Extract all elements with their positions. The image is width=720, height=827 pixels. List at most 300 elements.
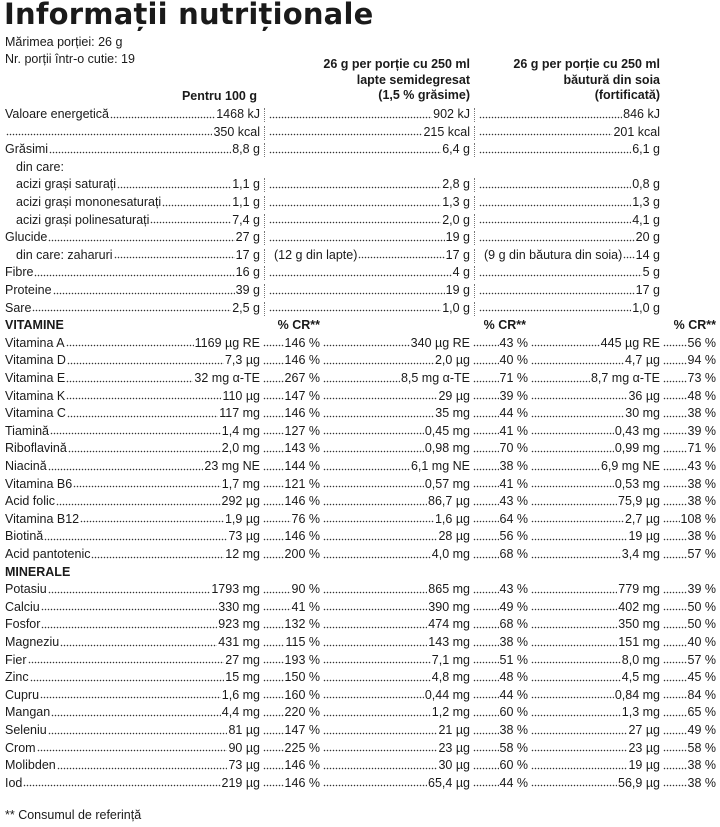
column-header-per-100g [182,89,257,105]
cr-cell [472,405,528,423]
milk-cell [322,370,470,388]
milk-header-line1: 26 g per porție cu 250 ml [323,57,470,71]
cr-cell [262,476,320,494]
milk-cell [322,511,470,529]
dot-leader [663,714,687,717]
value-milk: 86,7 µg [428,494,470,509]
dot-leader [473,362,499,365]
nutrient-cell [5,176,260,194]
cr-cell [262,740,320,758]
cr-soy: 84 % [687,687,716,702]
cr-per-100g: 225 % [284,740,320,755]
dot-leader [663,626,687,629]
dot-leader [531,732,627,735]
dot-leader [473,626,499,629]
dot-leader [323,626,427,629]
cr-per-100g: 146 % [284,529,320,544]
cr-soy: 94 % [687,353,716,368]
dot-leader [269,116,432,119]
value-soy: 19 µg [628,758,660,773]
column-separator [264,231,265,245]
dot-leader [73,485,221,488]
nutrient-label: Sare [5,300,32,315]
table-row [0,300,720,318]
dot-leader [473,450,499,453]
nutrient-label: Vitamina K [5,388,66,403]
table-row [0,388,720,406]
dot-leader [269,186,441,189]
cr-soy: 38 % [687,406,716,421]
nutrient-cell [5,212,260,230]
dot-leader [117,186,231,189]
section-minerals [0,564,720,582]
dot-leader [358,256,444,259]
milk-cell [322,581,470,599]
value-milk: 390 mg [428,599,470,614]
column-separator [474,249,475,263]
dot-leader [479,292,635,295]
value-per-100g: 17 g [235,247,260,262]
cr-cell [662,546,716,564]
dot-leader [323,503,427,506]
nutrient-cell [5,370,260,388]
dot-leader [323,749,437,752]
value-per-100g: 117 mg [219,406,260,421]
dot-leader [479,221,631,224]
dot-leader [473,644,499,647]
dot-leader [263,415,284,418]
nutrient-label: din care: [16,159,64,174]
cr-cell [472,599,528,617]
value-soy: 19 µg [628,529,660,544]
soy-cell [530,458,660,476]
cr-milk: 58 % [499,740,528,755]
milk-cell [322,687,470,705]
nutrient-label: acizi grași mononesaturați [16,195,162,209]
column-header-milk [323,57,470,104]
nutrient-cell [5,423,260,441]
nutrient-label: Molibden [5,758,56,773]
cr-soy: 39 % [687,582,716,597]
value-soy: 402 mg [618,599,660,614]
table-row [0,511,720,529]
cr-cell [262,423,320,441]
dot-leader [263,397,284,400]
column-separator [474,266,475,280]
milk-cell [268,229,470,247]
value-milk: 865 mg [428,582,470,597]
value-milk: 30 µg [438,758,470,773]
soy-cell [530,546,660,564]
table-row [0,176,720,194]
value-milk: 4 g [452,265,470,280]
cr-soy: 38 % [687,775,716,790]
value-per-100g: 27 mg [225,652,260,667]
table-row [0,212,720,230]
nutrient-cell [5,528,260,546]
column-separator [474,196,475,210]
cr-milk: 43 % [499,335,528,350]
value-per-100g: 15 mg [225,670,260,685]
cr-soy: 71 % [687,441,716,456]
nutrient-cell [5,775,260,793]
nutrient-cell [5,634,260,652]
value-soy: 2,7 µg [624,511,660,526]
dot-leader [531,556,621,559]
dot-leader [323,679,431,682]
cr-per-100g: 76 % [291,511,320,526]
dot-leader [663,344,687,347]
dot-leader [531,749,627,752]
nutrient-label: Proteine [5,283,52,297]
milk-cell [322,775,470,793]
cr-milk: 44 % [499,687,528,702]
cr-cell [262,493,320,511]
cr-milk: 38 % [499,723,528,737]
cr-cell [262,458,320,476]
dot-leader [473,696,499,699]
milk-cell [322,616,470,634]
table-row [0,352,720,370]
value-soy: 1,3 mg [621,705,660,720]
cr-milk: 64 % [499,511,528,526]
column-separator [474,126,475,140]
milk-cell [268,194,470,212]
dot-leader [473,714,499,717]
table-row [0,335,720,353]
nutrient-cell [5,722,260,740]
value-per-100g: 2,0 mg [221,441,260,456]
cr-cell [662,528,716,546]
table-row [0,141,720,159]
cr-per-100g: 143 % [284,441,320,456]
cr-cell [472,581,528,599]
dot-leader [479,186,631,189]
cr-per-100g: 115 % [285,635,320,649]
cr-cell [472,757,528,775]
value-per-100g: 219 µg [221,775,260,790]
value-milk: 19 g [445,283,470,297]
value-milk: 2,0 g [442,212,470,227]
table-row [0,124,720,142]
dot-leader [531,679,621,682]
soy-cell [530,335,660,353]
cr-soy: 38 % [687,758,716,773]
dot-leader [479,133,612,136]
nutrient-cell [5,405,260,423]
value-soy: 4,1 g [632,212,660,227]
table-row [0,264,720,282]
soy-cell [530,634,660,652]
milk-cell [322,757,470,775]
dot-leader [479,239,635,242]
dot-leader [34,274,234,277]
dot-leader [162,204,231,207]
dot-leader [323,538,437,541]
dot-leader [263,485,284,488]
milk-cell [322,634,470,652]
nutrient-label: Calciu [5,599,40,614]
nutrient-label: Acid pantotenic [5,547,91,561]
milk-cell [268,300,470,318]
cr-soy: 48 % [687,388,716,403]
column-header-per-100g-text: Pentru 100 g [181,89,257,103]
column-separator [474,108,475,122]
dot-leader [40,696,221,699]
dot-leader [531,397,627,400]
dot-leader [269,309,441,312]
nutrient-label: Glucide [5,230,48,245]
cr-header-milk: % CR** [483,318,526,333]
soy-cell [530,669,660,687]
cr-cell [662,722,716,740]
dot-leader [80,520,224,523]
value-soy: 0,84 mg [614,687,660,702]
dot-leader [531,380,590,383]
value-milk: 28 µg [438,529,470,544]
nutrient-cell [5,599,260,617]
column-separator [474,143,475,157]
column-separator [264,266,265,280]
dot-leader [44,538,227,541]
value-soy: 0,43 mg [614,423,660,438]
value-milk: 1,6 µg [434,511,470,526]
dot-leader [479,309,631,312]
column-separator [264,108,265,122]
soy-cell [478,229,660,247]
dot-leader [473,784,499,787]
table-row [0,528,720,546]
value-milk: 143 mg [428,635,470,649]
milk-cell [268,176,470,194]
dot-leader [473,344,499,347]
dot-leader [323,591,427,594]
cr-cell [662,775,716,793]
table-row [0,247,720,265]
dot-leader [663,784,687,787]
cr-per-100g: 193 % [284,652,320,667]
nutrient-label: Fier [5,652,27,667]
dot-leader [57,767,228,770]
soy-cell [478,124,660,142]
soy-cell [478,141,660,159]
cr-cell [662,476,716,494]
value-soy: 4,5 mg [621,670,660,685]
nutrient-label: Fosfor [5,617,41,632]
table-row [0,687,720,705]
cr-soy: 50 % [687,599,716,614]
table-row [0,634,720,652]
dot-leader [263,344,284,347]
dot-leader [150,221,231,224]
dot-leader [663,415,687,418]
value-per-100g: 1793 mg [211,582,260,597]
dot-leader [32,309,231,312]
column-separator [264,284,265,298]
value-milk: 65,4 µg [428,775,470,790]
milk-cell [322,352,470,370]
value-per-100g: 7,3 µg [224,353,260,368]
value-per-100g: 431 mg [218,635,260,649]
dot-leader [269,292,445,295]
dot-leader [663,644,687,647]
servings-per-box: Nr. porții într-o cutie: 19 [5,52,135,66]
nutrient-cell [5,264,260,282]
soy-cell [530,616,660,634]
value-soy: 17 g [635,283,660,297]
nutrient-label: Vitamina D [5,353,66,368]
cr-per-100g: 41 % [291,599,320,614]
value-per-100g: 1169 µg RE [194,335,260,350]
nutrient-cell [5,704,260,722]
cr-milk: 40 % [499,353,528,368]
cr-per-100g: 267 % [284,371,320,385]
dot-leader [479,116,622,119]
section-title: VITAMINE [5,318,64,333]
value-soy: 0,99 mg [614,441,660,456]
nutrient-cell [5,493,260,511]
cr-milk: 38 % [499,635,528,649]
cr-milk: 49 % [499,599,528,614]
value-per-100g: 2,5 g [232,300,260,315]
value-per-100g: 1,1 g [232,177,260,192]
nutrient-cell [5,229,260,247]
dot-leader [323,415,434,418]
dot-leader [473,397,499,400]
value-soy: 6,1 g [632,142,660,157]
nutrient-cell [5,669,260,687]
cr-milk: 60 % [499,705,528,720]
dot-leader [323,344,410,347]
dot-leader [48,732,228,735]
soy-cell [478,212,660,230]
cr-cell [472,546,528,564]
cr-soy: 38 % [687,494,716,509]
dot-leader [531,415,624,418]
milk-cell [322,722,470,740]
table-row [0,440,720,458]
dot-leader [663,608,687,611]
dot-leader [263,591,291,594]
soy-cell [530,740,660,758]
cr-cell [662,440,716,458]
cr-soy: 45 % [687,670,716,685]
cr-cell [472,388,528,406]
dot-leader [263,520,291,523]
value-milk: 215 kcal [423,124,470,139]
column-separator [264,214,265,228]
soy-cell [530,440,660,458]
dot-leader [531,661,621,664]
cr-header-per-100g: % CR** [277,318,320,333]
nutrient-cell [5,388,260,406]
table-row [0,669,720,687]
milk-cell [322,476,470,494]
nutrient-cell [5,476,260,494]
table-row [0,704,720,722]
value-soy: 3,4 mg [621,547,660,561]
cr-milk: 43 % [499,494,528,509]
table-row [0,194,720,212]
soy-cell [478,194,660,212]
dot-leader [531,520,624,523]
cr-milk: 38 % [499,459,528,473]
dot-leader [263,503,284,506]
value-soy: 350 mg [618,617,660,632]
cr-cell [472,423,528,441]
dot-leader [37,749,228,752]
cr-soy: 73 % [687,371,716,385]
cr-cell [662,458,716,476]
cr-cell [662,388,716,406]
nutrient-cell [5,740,260,758]
value-soy: 779 mg [618,582,660,597]
cr-milk: 41 % [499,476,528,491]
dot-leader [473,485,499,488]
table-row [0,106,720,124]
dot-leader [28,661,225,664]
dot-leader [67,415,218,418]
dot-leader [531,485,614,488]
milk-cell [268,106,470,124]
dot-leader [30,679,225,682]
soy-header-line1: 26 g per porție cu 250 ml [513,57,660,71]
table-row [0,370,720,388]
cr-cell [472,335,528,353]
dot-leader [41,626,217,629]
dot-leader [663,749,687,752]
cr-cell [662,405,716,423]
dot-leader [323,696,424,699]
value-per-100g: 1,7 mg [221,476,260,491]
dot-leader [263,556,284,559]
cr-cell [662,634,716,652]
cr-per-100g: 146 % [284,758,320,773]
nutrient-label: Vitamina E [5,371,66,385]
table-row [0,775,720,793]
cr-per-100g: 146 % [284,494,320,509]
dot-leader [269,239,445,242]
nutrient-cell [5,124,260,142]
dot-leader [66,344,194,347]
milk-cell [268,141,470,159]
value-per-100g: 8,8 g [232,142,260,157]
value-soy: 4,7 µg [624,353,660,368]
cr-cell [662,511,716,529]
cr-cell [472,440,528,458]
cr-cell [262,757,320,775]
value-soy: 23 µg [628,740,660,755]
dot-leader [323,732,437,735]
dot-leader [663,485,687,488]
soy-cell [530,775,660,793]
cr-cell [262,599,320,617]
cr-cell [662,352,716,370]
dot-leader [479,151,631,154]
note-soy: (9 g din băutura din soia) [484,247,623,262]
cr-per-100g: 146 % [284,353,320,368]
dot-leader [663,679,687,682]
value-soy: 56,9 µg [618,775,660,790]
milk-cell [268,212,470,230]
nutrient-label: Vitamina C [5,406,66,421]
table-row [0,405,720,423]
cr-milk: 43 % [499,582,528,597]
cr-soy: 43 % [687,459,716,473]
cr-per-100g: 146 % [284,335,320,350]
cr-per-100g: 90 % [291,582,320,597]
dot-leader [473,749,499,752]
